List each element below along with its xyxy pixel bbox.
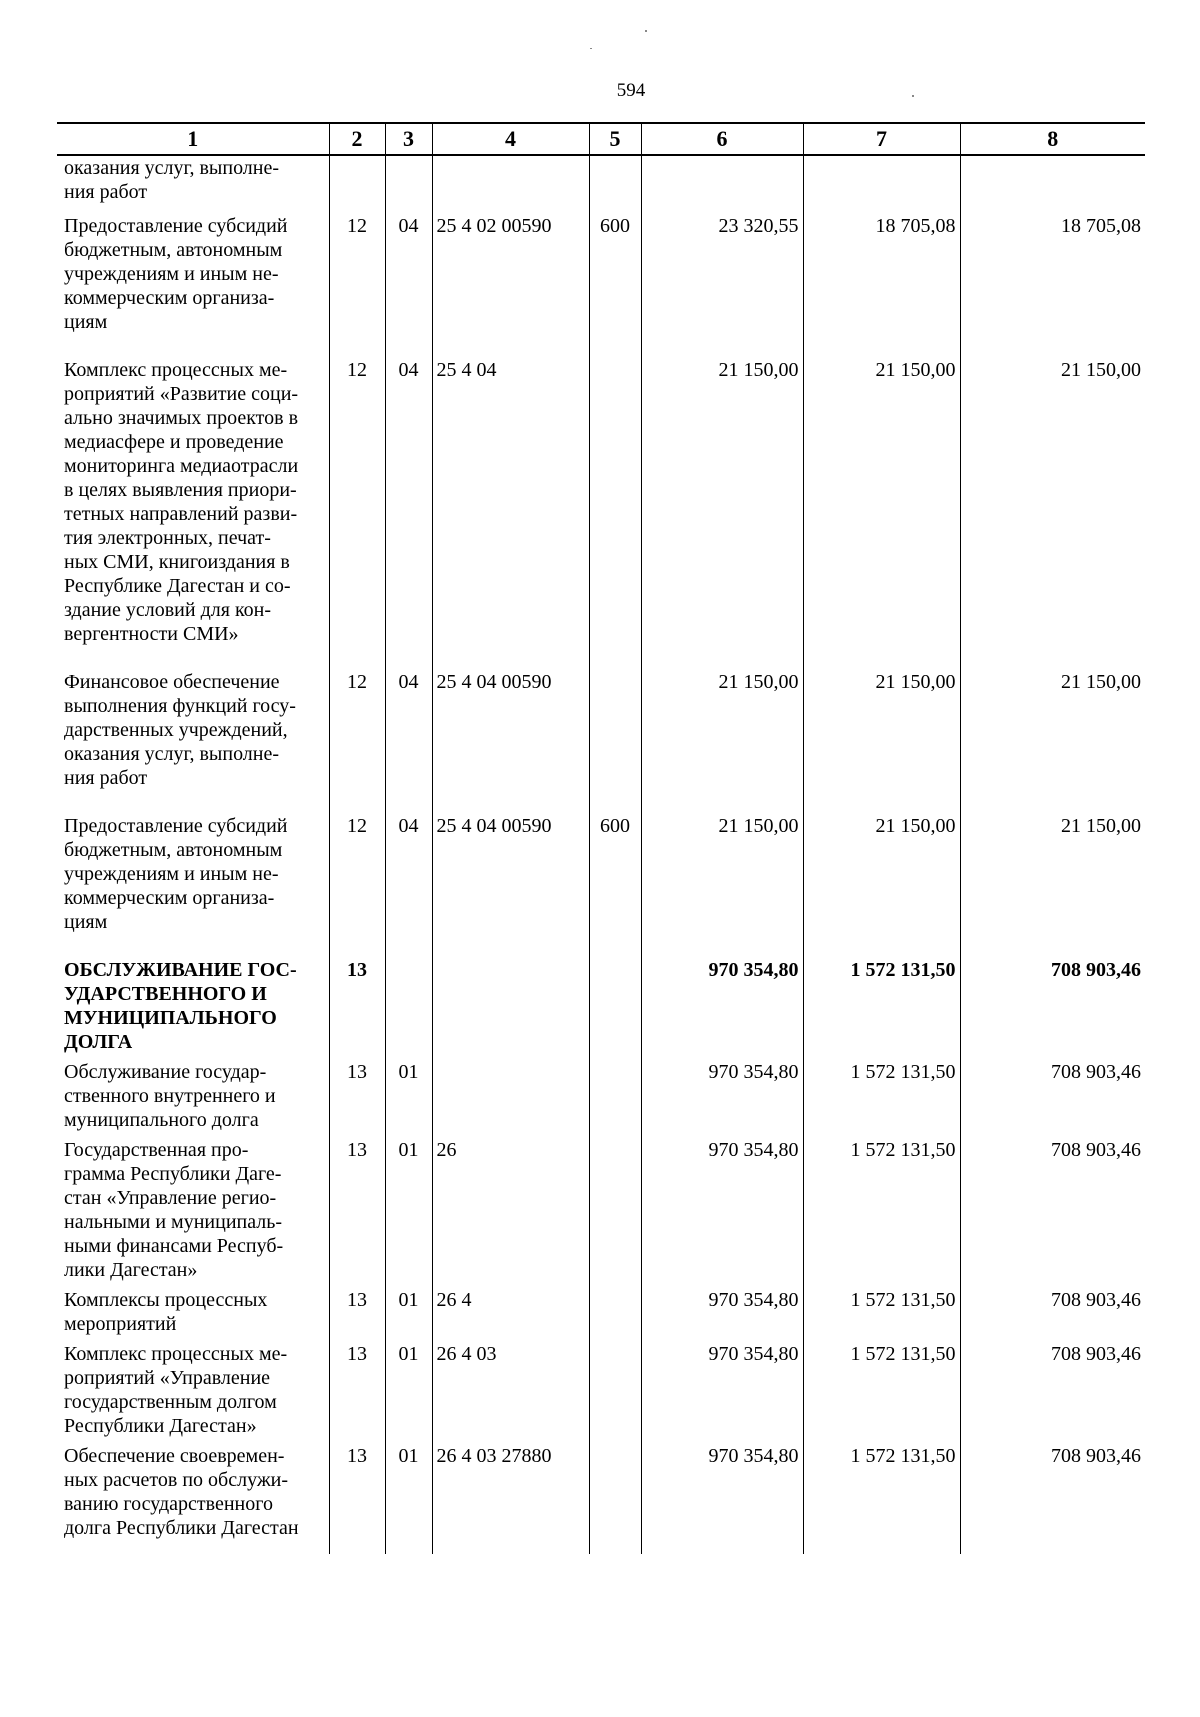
row-name-cell: Государственная про- грамма Республики Даге- стан «Управление регио- нальными и муниципаль- ными финансами Респуб- лики Дагестан» [64,1139,284,1281]
expense-type-cell: 600 [589,814,641,958]
subsection-code-cell: 01 [385,1288,432,1342]
target-article-cell: 26 4 [432,1288,589,1342]
target-article-cell: 26 4 03 [432,1342,589,1444]
table-header-row [57,123,1145,155]
section-code-cell: 13 [329,958,385,1060]
amount-cell-col6: 970 354,80 [641,1342,803,1444]
subsection-code-cell: 04 [385,814,432,958]
table-row [57,358,1145,670]
target-article-cell: 26 [432,1138,589,1288]
amount-cell-col7: 1 572 131,50 [803,958,960,1060]
column-header: 6 [641,123,803,155]
amount-cell-col7: 21 150,00 [803,670,960,814]
row-name-cell: Комплексы процессных мероприятий [64,1289,268,1335]
page-number: 594 [616,80,646,101]
row-name-cell: Предоставление субсидий бюджетным, автономным учреждениям и иным не- коммерческим организа- циям [64,815,288,933]
table-row [57,1138,1145,1288]
amount-cell-col6: 970 354,80 [641,1060,803,1138]
column-header: 2 [329,123,385,155]
subsection-code-cell: 04 [385,670,432,814]
column-header: 3 [385,123,432,155]
target-article-cell [432,155,589,214]
target-article-cell: 26 4 03 27880 [432,1444,589,1554]
section-code-cell: 12 [329,214,385,358]
row-name-cell: оказания услуг, выполне- ния работ [64,157,280,203]
budget-table [57,122,1145,1554]
amount-cell-col7: 1 572 131,50 [803,1342,960,1444]
row-name-cell: Финансовое обеспечение выполнения функций госу- дарственных учреждений, оказания услуг, выполне- ния работ [64,671,296,789]
row-name-cell: Обеспечение своевремен- ных расчетов по обслужи- ванию государственного долга Республики Дагестан [64,1445,299,1539]
row-name-cell: Комплекс процессных ме- роприятий «Управление государственным долгом Республики Дагестан» [64,1343,288,1437]
amount-cell-col8: 708 903,46 [960,1342,1145,1444]
row-name-cell: Предоставление субсидий бюджетным, автономным учреждениям и иным не- коммерческим организа- циям [64,215,288,333]
table-body [57,155,1145,1554]
column-header: 4 [432,123,589,155]
amount-cell-col6: 21 150,00 [641,358,803,670]
expense-type-cell [589,1138,641,1288]
table-row [57,1288,1145,1342]
expense-type-cell [589,670,641,814]
scan-mark [590,48,592,49]
section-code-cell: 13 [329,1444,385,1554]
section-code-cell: 13 [329,1138,385,1288]
table-row [57,958,1145,1060]
amount-cell-col6: 970 354,80 [641,1444,803,1554]
scan-mark [645,30,647,32]
subsection-code-cell: 01 [385,1060,432,1138]
amount-cell-col8: 708 903,46 [960,1288,1145,1342]
amount-cell-col8: 21 150,00 [960,814,1145,958]
expense-type-cell [589,1288,641,1342]
section-code-cell: 13 [329,1060,385,1138]
scan-mark [912,95,914,97]
expense-type-cell: 600 [589,214,641,358]
expense-type-cell [589,1060,641,1138]
target-article-cell: 25 4 04 00590 [432,814,589,958]
target-article-cell [432,1060,589,1138]
column-header: 8 [960,123,1145,155]
target-article-cell: 25 4 04 [432,358,589,670]
column-header: 5 [589,123,641,155]
amount-cell-col6 [641,155,803,214]
amount-cell-col7: 21 150,00 [803,358,960,670]
amount-cell-col7: 1 572 131,50 [803,1138,960,1288]
section-code-cell: 13 [329,1288,385,1342]
amount-cell-col6: 970 354,80 [641,1288,803,1342]
amount-cell-col7: 18 705,08 [803,214,960,358]
column-header: 1 [57,123,329,155]
amount-cell-col8: 18 705,08 [960,214,1145,358]
target-article-cell: 25 4 02 00590 [432,214,589,358]
subsection-code-cell: 01 [385,1138,432,1288]
table-row [57,1342,1145,1444]
amount-cell-col6: 21 150,00 [641,670,803,814]
section-code-cell: 13 [329,1342,385,1444]
amount-cell-col6: 970 354,80 [641,1138,803,1288]
section-code-cell: 12 [329,814,385,958]
amount-cell-col6: 21 150,00 [641,814,803,958]
row-name-cell: Обслуживание государ- ственного внутреннего и муниципального долга [64,1061,276,1131]
amount-cell-col7: 1 572 131,50 [803,1060,960,1138]
amount-cell-col7: 21 150,00 [803,814,960,958]
table-row [57,1444,1145,1554]
target-article-cell: 25 4 04 00590 [432,670,589,814]
amount-cell-col8: 708 903,46 [960,1060,1145,1138]
amount-cell-col7 [803,155,960,214]
amount-cell-col8 [960,155,1145,214]
subsection-code-cell: 04 [385,358,432,670]
section-code-cell [329,155,385,214]
expense-type-cell [589,1444,641,1554]
subsection-code-cell: 01 [385,1342,432,1444]
subsection-code-cell: 01 [385,1444,432,1554]
table-row [57,670,1145,814]
subsection-code-cell [385,958,432,1060]
amount-cell-col6: 23 320,55 [641,214,803,358]
subsection-code-cell: 04 [385,214,432,358]
target-article-cell [432,958,589,1060]
amount-cell-col8: 21 150,00 [960,670,1145,814]
amount-cell-col8: 21 150,00 [960,358,1145,670]
amount-cell-col8: 708 903,46 [960,1138,1145,1288]
expense-type-cell [589,1342,641,1444]
amount-cell-col7: 1 572 131,50 [803,1288,960,1342]
table-row [57,214,1145,358]
amount-cell-col7: 1 572 131,50 [803,1444,960,1554]
subsection-code-cell [385,155,432,214]
row-name-cell: Комплекс процессных ме- роприятий «Развитие соци- ально значимых проектов в медиасфере и проведение мониторинга медиаотрасли в целях выявления приори- тетных направлений разви- тия электронных, печат- ных СМИ, книгоиздания в Республике Дагестан и со- здание условий для кон- вергентности СМИ» [64,359,299,645]
section-code-cell: 12 [329,670,385,814]
expense-type-cell [589,958,641,1060]
table-row [57,155,1145,214]
section-code-cell: 12 [329,358,385,670]
table-row [57,814,1145,958]
expense-type-cell [589,155,641,214]
amount-cell-col8: 708 903,46 [960,958,1145,1060]
amount-cell-col6: 970 354,80 [641,958,803,1060]
amount-cell-col8: 708 903,46 [960,1444,1145,1554]
row-name-cell: ОБСЛУЖИВАНИЕ ГОС- УДАРСТВЕННОГО И МУНИЦИПАЛЬНОГО ДОЛГА [64,959,297,1053]
table-row [57,1060,1145,1138]
column-header: 7 [803,123,960,155]
expense-type-cell [589,358,641,670]
